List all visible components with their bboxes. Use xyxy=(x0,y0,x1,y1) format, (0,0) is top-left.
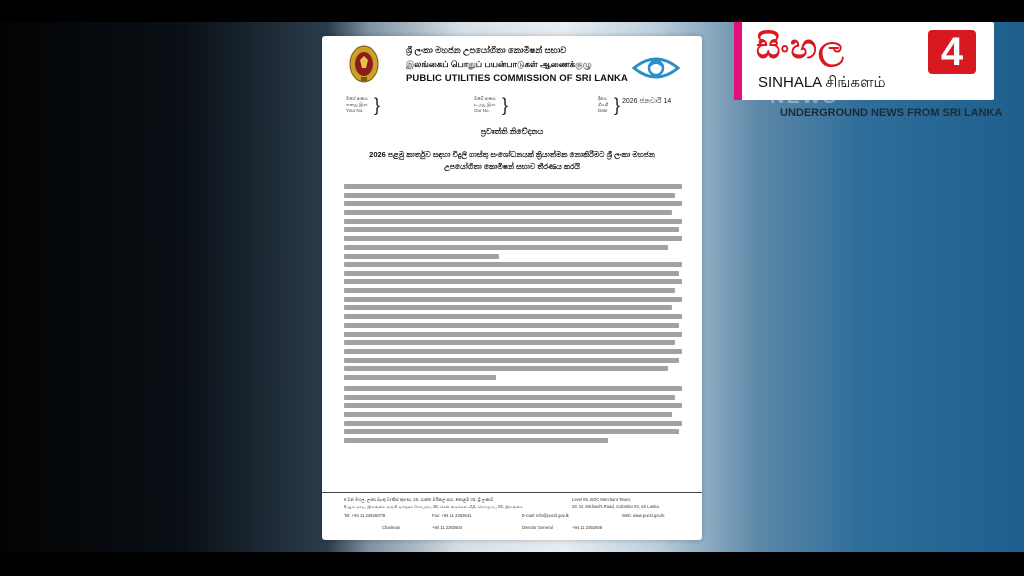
your-no-label-en: Your No. xyxy=(346,108,364,113)
date-label-si: දිනය xyxy=(598,96,607,101)
footer-dg-tel: +94 11 2392606 xyxy=(572,525,603,530)
brand-subtitle: SINHALA சிங்களம் xyxy=(758,74,886,91)
date-value: 2026 ජනවාරි 14 xyxy=(622,98,672,105)
our-no-field: ඔබේ අංකය உமது இல. Our No. } xyxy=(474,95,509,115)
letterbox-bottom xyxy=(0,552,1024,576)
footer-tel: Tel: +94 11 2392607/8 xyxy=(344,513,386,518)
org-name-tamil: இலங்கைப் பொதுப் பயன்பாடுகள் ஆணைக்குழு xyxy=(406,59,592,69)
our-no-label-ta: உமது இல. xyxy=(474,102,497,107)
letterbox-top xyxy=(0,0,1024,22)
your-no-label-ta: எனது இல. xyxy=(346,102,369,107)
sri-lanka-emblem-icon xyxy=(348,44,380,84)
document-header xyxy=(322,36,702,92)
our-no-label-si: ඔබේ අංකය xyxy=(474,96,496,101)
date-label-en: Date xyxy=(598,108,608,113)
footer-chairman-label: Chairman xyxy=(382,525,401,530)
footer-chairman-tel: +94 11 2392604 xyxy=(432,525,463,530)
footer-address-ta: 6ஆம் மாடி, இலங்கை வங்கி வர்த்தக கோபுரம், 28, சென் மைக்கல் வீதி, கொழும்பு 03, இலங்கை xyxy=(344,504,523,509)
footer-email: E-mail: info@pucsl.gov.lk xyxy=(522,513,569,518)
our-no-label-en: Our No. xyxy=(474,108,490,113)
press-release-document xyxy=(322,36,702,540)
footer-address-si: 6 වන මහල, ලංකා බැංකු වාණිජ කුළුණ, 28, ශාන්ත මයිකල් පාර, කොළඹ 03, ශ්‍රී ලංකාව xyxy=(344,497,494,502)
pucsl-eye-logo-icon xyxy=(632,54,680,82)
brand-number: 4 xyxy=(928,30,976,74)
footer-web: Web: www.pucsl.gov.lk xyxy=(622,513,665,518)
brand-ghost-text: NEWS xyxy=(770,86,838,108)
footer-address-en-2: 28, St. Michael's Road, Colombo 03, Sri Lanka. xyxy=(572,504,660,509)
body-paragraph-2 xyxy=(344,262,682,384)
reference-row xyxy=(322,94,702,124)
date-label-ta: திகதி xyxy=(598,102,609,107)
brand-title: සිංහල xyxy=(756,28,845,66)
your-no-label-si: මගේ අංකය xyxy=(346,96,368,101)
body-paragraph-3 xyxy=(344,386,682,447)
footer-dg-label: Director General xyxy=(522,525,553,530)
document-subject: 2026 පළමු කාර්තුව සඳහා විදුලි ගාස්තු සංශෝධනයක් ක්‍රියාත්මක නොකිරීමට ශ්‍රී ලංකා මහජන උපයෝගිතා කොමිෂන් සභාව තීරණය කරයි xyxy=(369,150,655,171)
your-no-field: මගේ අංකය எனது இல. Your No. } xyxy=(346,95,381,115)
document-title: ප්‍රවෘත්ති නිවේදනය xyxy=(480,127,544,136)
footer-address-en-1: Level 06, BOC Merchant Tower, xyxy=(572,497,632,502)
brand-accent-bar xyxy=(734,22,742,100)
org-name-sinhala: ශ්‍රී ලංකා මහජන උපයෝගිතා කොමිෂන් සභාව xyxy=(406,45,567,55)
org-name-english: PUBLIC UTILITIES COMMISSION OF SRI LANKA xyxy=(406,73,628,84)
body-paragraph-1 xyxy=(344,184,682,262)
footer-fax: Fax: +94 11 2392641 xyxy=(432,513,472,518)
date-field: දිනය திகதி Date } xyxy=(598,95,621,115)
brand-tagline: UNDERGROUND NEWS FROM SRI LANKA xyxy=(780,107,1003,119)
document-footer xyxy=(322,492,702,541)
